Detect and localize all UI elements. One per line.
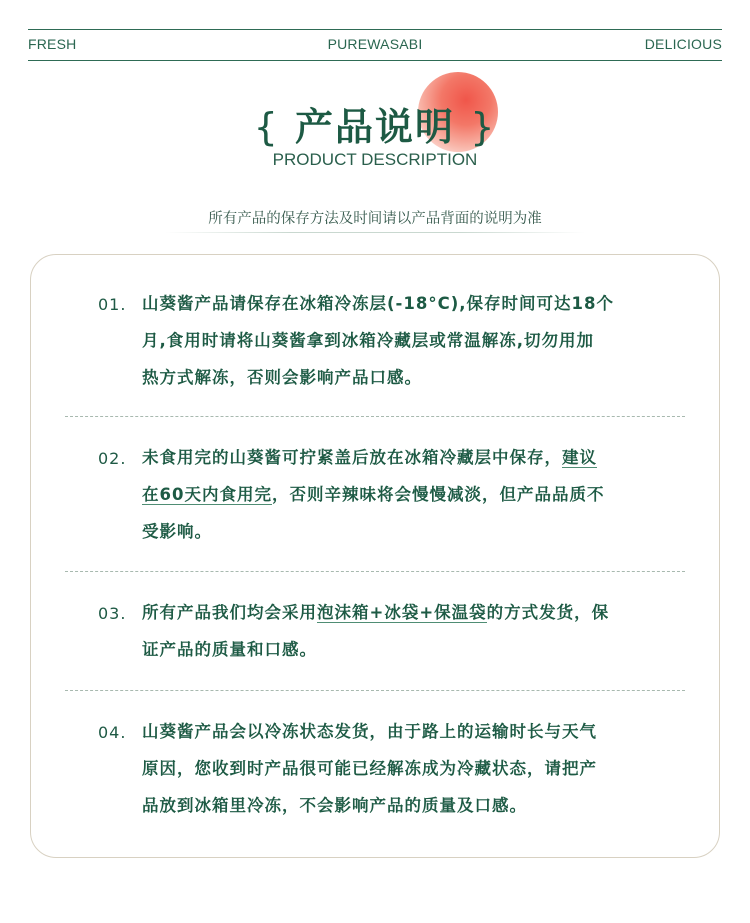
item-text — [142, 285, 662, 396]
item-line: 品放到冰箱里冷冻，不会影响产品的质量及口感。 — [142, 796, 527, 815]
page-title — [0, 96, 750, 151]
item-number: 01. — [98, 295, 127, 314]
item-text-part: 未食用完的山葵酱可拧紧盖后放在冰箱冷藏层中保存， — [142, 448, 562, 467]
item-line: 山葵酱产品会以冷冻状态发货，由于路上的运输时长与天气 — [142, 722, 597, 741]
header-fresh: FRESH — [28, 36, 77, 52]
item-text-part: ，否则辛辣味将会慢慢减淡，但产品品质不 — [271, 485, 605, 504]
item-line: 山葵酱产品请保存在冰箱冷冻层(-18°C),保存时间可达18个 — [142, 294, 614, 313]
title-text: 产品说明 — [294, 105, 455, 149]
item-number: 02. — [98, 449, 127, 468]
item-text-part: 所有产品我们均会采用 — [142, 603, 317, 622]
item-line: 原因，您收到时产品很可能已经解冻成为冷藏状态，请把产 — [142, 759, 597, 778]
item-line: 证产品的质量和口感。 — [142, 640, 317, 659]
highlight-text: 建议 — [562, 448, 597, 467]
highlight-text: 泡沫箱+冰袋+保温袋 — [317, 603, 487, 622]
header-brand: PUREWASABI — [327, 36, 423, 52]
item-number: 03. — [98, 604, 127, 623]
highlight-text: 在60天内食用完 — [142, 485, 272, 504]
dashed-divider — [65, 416, 685, 417]
item-text — [142, 713, 662, 824]
storage-notice: 所有产品的保存方法及时间请以产品背面的说明为准 — [208, 211, 542, 227]
dashed-divider — [65, 690, 685, 691]
item-line: 热方式解冻，否则会影响产品口感。 — [142, 368, 422, 387]
notice-underline — [165, 232, 585, 233]
item-line: 月,食用时请将山葵酱拿到冰箱冷藏层或常温解冻,切勿用加 — [142, 331, 595, 350]
item-text — [142, 439, 662, 550]
page-subtitle: PRODUCT DESCRIPTION — [272, 150, 478, 169]
item-line — [142, 476, 662, 513]
top-bar — [28, 29, 722, 61]
right-brace: } — [470, 105, 497, 149]
item-text-part: 的方式发货，保 — [486, 603, 610, 622]
item-line — [142, 594, 662, 631]
item-number: 04. — [98, 723, 127, 742]
item-text — [142, 594, 662, 668]
left-brace: { — [253, 105, 280, 149]
header-delicious: DELICIOUS — [644, 36, 722, 52]
dashed-divider — [65, 571, 685, 572]
item-line: 受影响。 — [142, 522, 212, 541]
description-card — [30, 254, 720, 858]
item-line — [142, 439, 662, 476]
